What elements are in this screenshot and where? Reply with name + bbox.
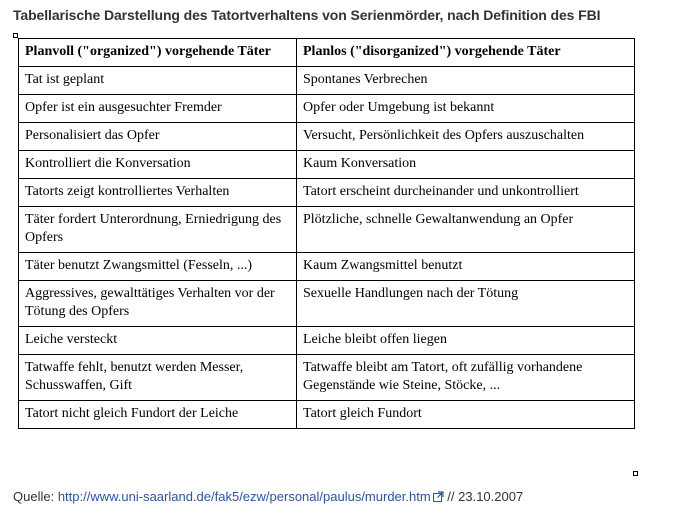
- page-title: Tabellarische Darstellung des Tatortverhaltens von Serienmörder, nach Definition des FBI: [13, 7, 601, 23]
- cell-disorganized: Sexuelle Handlungen nach der Tötung: [297, 281, 635, 327]
- source-link[interactable]: http://www.uni-saarland.de/fak5/ezw/personal/paulus/murder.htm: [57, 489, 431, 504]
- cell-disorganized: Tatort gleich Fundort: [297, 401, 635, 429]
- table-row: [19, 95, 635, 123]
- cell-organized: Opfer ist ein ausgesuchter Fremder: [19, 95, 297, 123]
- table-row: [19, 151, 635, 179]
- cell-organized: Tatorts zeigt kontrolliertes Verhalten: [19, 179, 297, 207]
- table-header-row: [19, 39, 635, 67]
- cell-disorganized: Leiche bleibt offen liegen: [297, 327, 635, 355]
- cell-organized: Leiche versteckt: [19, 327, 297, 355]
- cell-disorganized: Kaum Zwangsmittel benutzt: [297, 253, 635, 281]
- external-link-icon[interactable]: [433, 491, 444, 502]
- table-row: [19, 401, 635, 429]
- cell-disorganized: Spontanes Verbrechen: [297, 67, 635, 95]
- source-prefix: Quelle:: [13, 489, 58, 504]
- cell-organized: Täter benutzt Zwangsmittel (Fesseln, ...): [19, 253, 297, 281]
- cell-disorganized: Opfer oder Umgebung ist bekannt: [297, 95, 635, 123]
- table-row: [19, 123, 635, 151]
- cell-organized: Tat ist geplant: [19, 67, 297, 95]
- table-row: [19, 355, 635, 401]
- header-disorganized: Planlos ("disorganized") vorgehende Täter: [297, 39, 635, 67]
- table-row: [19, 179, 635, 207]
- cell-organized: Kontrolliert die Konversation: [19, 151, 297, 179]
- cell-disorganized: Tatwaffe bleibt am Tatort, oft zufällig vorhandene Gegenstände wie Steine, Stöcke, ...: [297, 355, 635, 401]
- cell-disorganized: Versucht, Persönlichkeit des Opfers auszuschalten: [297, 123, 635, 151]
- table-row: [19, 327, 635, 355]
- source-date: // 23.10.2007: [443, 489, 524, 504]
- cell-disorganized: Kaum Konversation: [297, 151, 635, 179]
- table-row: [19, 67, 635, 95]
- cell-organized: Aggressives, gewalttätiges Verhalten vor der Tötung des Opfers: [19, 281, 297, 327]
- table-row: [19, 207, 635, 253]
- cell-organized: Tatwaffe fehlt, benutzt werden Messer, Schusswaffen, Gift: [19, 355, 297, 401]
- cell-organized: Täter fordert Unterordnung, Erniedrigung des Opfers: [19, 207, 297, 253]
- cell-disorganized: Plötzliche, schnelle Gewaltanwendung an Opfer: [297, 207, 635, 253]
- table-row: [19, 253, 635, 281]
- cell-organized: Personalisiert das Opfer: [19, 123, 297, 151]
- resize-handle-bottom-right[interactable]: [633, 471, 638, 476]
- table-row: [19, 281, 635, 327]
- header-organized: Planvoll ("organized") vorgehende Täter: [19, 39, 297, 67]
- comparison-table: [18, 38, 635, 429]
- cell-organized: Tatort nicht gleich Fundort der Leiche: [19, 401, 297, 429]
- cell-disorganized: Tatort erscheint durcheinander und unkontrolliert: [297, 179, 635, 207]
- source-footer: [13, 489, 523, 504]
